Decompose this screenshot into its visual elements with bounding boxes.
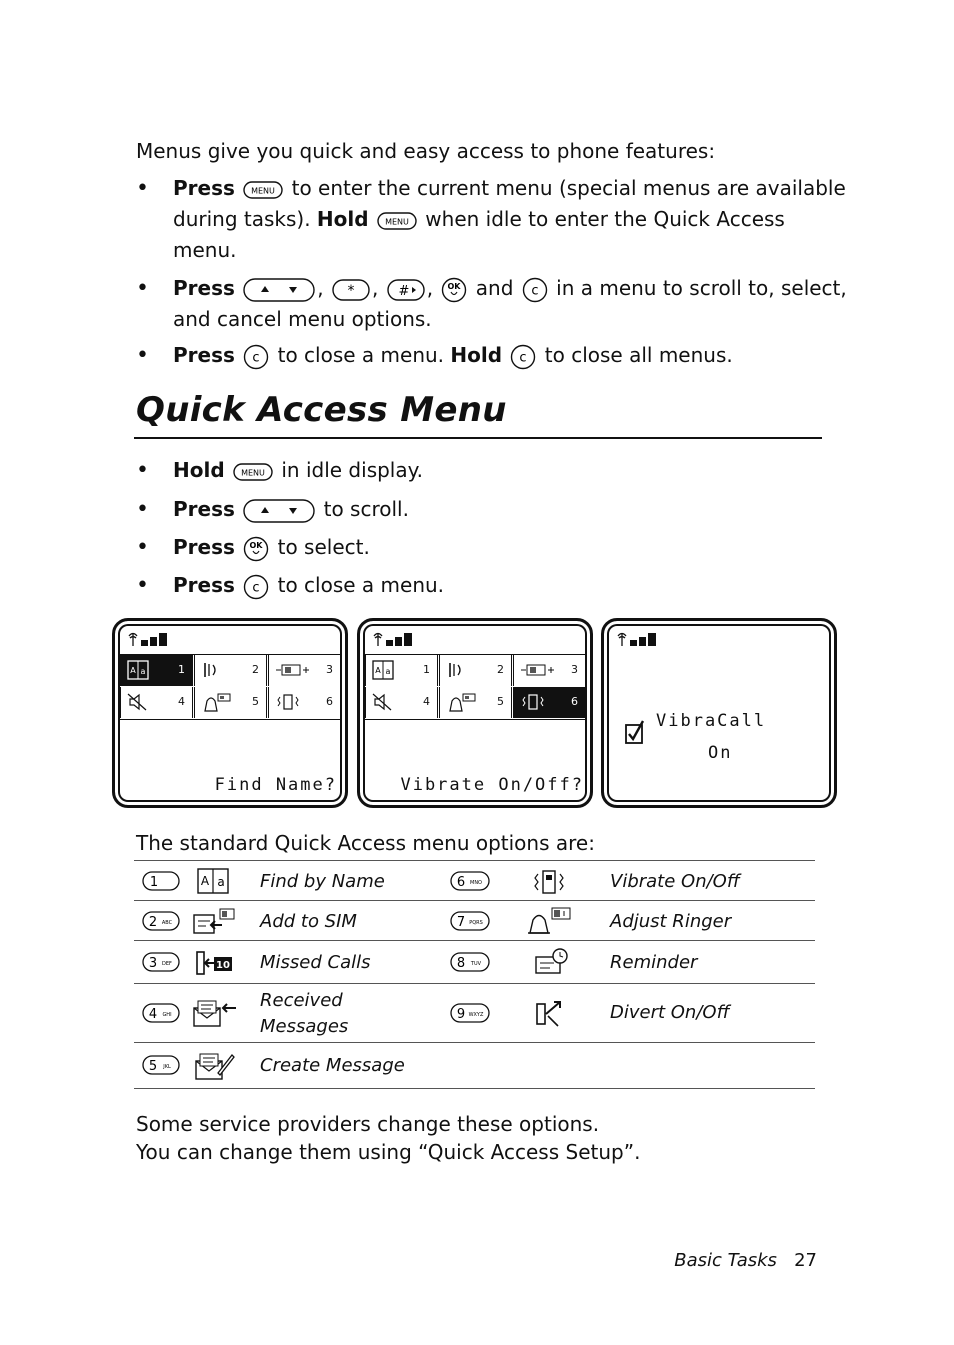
svg-text:5: 5 <box>148 1059 158 1074</box>
grid-cell-add-sim <box>194 655 267 686</box>
option-label: Vibrate On/Off <box>610 871 740 892</box>
bullet-close-line <box>173 340 733 371</box>
note-line-2: You can change them using “Quick Access Setup”. <box>136 1140 641 1164</box>
svg-text:#: # <box>398 283 410 299</box>
section-heading: Quick Access Menu <box>136 390 507 430</box>
svg-text:MENU: MENU <box>251 186 276 195</box>
svg-text:2: 2 <box>148 915 158 930</box>
key-5-icon <box>142 1054 180 1076</box>
scroll-key-icon <box>243 498 315 524</box>
grid-cell-create <box>439 687 512 718</box>
svg-text:1: 1 <box>149 875 159 890</box>
grid-number: 6 <box>571 695 578 708</box>
option-label: Missed Calls <box>260 952 371 973</box>
svg-text:JKL: JKL <box>163 1064 171 1070</box>
grid-number: 3 <box>326 663 333 676</box>
bullet-text: to close a menu. <box>277 343 445 367</box>
vibrate-small-icon <box>446 660 468 680</box>
hold-word: Hold <box>450 343 503 367</box>
svg-text:GHI: GHI <box>162 1012 172 1018</box>
option-label-cont: Messages <box>260 1016 349 1037</box>
c-key-icon <box>510 344 536 370</box>
svg-text:DEF: DEF <box>162 961 172 967</box>
grid-number: 5 <box>497 695 504 708</box>
key-1-icon <box>142 870 180 892</box>
menu-icon-grid <box>120 654 342 720</box>
table-row <box>134 940 815 984</box>
grid-number: 6 <box>326 695 333 708</box>
mute-icon <box>372 692 394 712</box>
svg-text:a: a <box>217 875 225 889</box>
screen-prompt: Find Name? <box>214 775 337 795</box>
sim-card-icon <box>520 660 560 680</box>
bullet-menu-line1 <box>173 173 846 204</box>
sim-card-icon <box>275 660 315 680</box>
key-8-icon <box>450 951 490 973</box>
bullet-text: during tasks). <box>173 207 311 231</box>
scroll-key-icon <box>243 277 315 303</box>
bullet-marker: • <box>136 535 149 560</box>
grid-number: 2 <box>252 663 259 676</box>
qa-bullet-close <box>173 570 444 601</box>
note-line-1: Some service providers change these options. <box>136 1112 600 1136</box>
bullet-text: and cancel menu options. <box>173 307 432 331</box>
svg-text:ABC: ABC <box>161 920 173 926</box>
svg-text:MENU: MENU <box>385 217 409 226</box>
vibrate-small-icon <box>201 660 223 680</box>
option-label: Reminder <box>610 952 698 973</box>
option-label: Create Message <box>260 1055 405 1076</box>
bullet-scroll-line1: Press , * , # , OK and c in a menu to scroll to, select, <box>173 273 847 304</box>
option-label: Divert On/Off <box>610 1002 730 1023</box>
grid-cell-find-name <box>120 655 193 686</box>
key-9-icon <box>450 1002 490 1024</box>
phone-screen-vibracall <box>601 618 837 808</box>
bullet-marker: • <box>136 497 149 522</box>
bullet-text: when idle to enter the Quick Access <box>425 207 785 231</box>
grid-cell-vibrate <box>513 687 586 718</box>
grid-cell-received <box>120 687 193 718</box>
svg-text:WXYZ: WXYZ <box>468 1012 484 1018</box>
signal-battery-icon <box>616 631 668 647</box>
svg-text:8: 8 <box>456 956 466 971</box>
svg-text:c: c <box>531 283 539 298</box>
grid-cell-missed <box>513 655 586 686</box>
ringer-icon <box>201 692 235 714</box>
svg-text:4: 4 <box>148 1007 158 1022</box>
reminder-icon <box>532 947 570 977</box>
page-footer <box>674 1250 817 1271</box>
option-label: Add to SIM <box>260 911 357 932</box>
bullet-marker: • <box>136 458 149 483</box>
mute-icon <box>127 692 149 712</box>
bullet-text: to select. <box>277 535 370 559</box>
svg-text:TUV: TUV <box>470 961 482 967</box>
svg-text:*: * <box>347 282 355 299</box>
grid-cell-missed <box>268 655 341 686</box>
vibrate-phone-icon <box>530 867 570 897</box>
svg-text:c: c <box>252 580 260 595</box>
phonebook-icon <box>127 660 149 680</box>
menu-icon-grid <box>365 654 587 720</box>
grid-number: 3 <box>571 663 578 676</box>
grid-cell-find-name <box>365 655 438 686</box>
press-word: Press <box>173 176 235 200</box>
key-7-icon <box>450 910 490 932</box>
table-row <box>134 1042 815 1089</box>
add-to-sim-icon <box>192 907 238 937</box>
grid-number: 5 <box>252 695 259 708</box>
bullet-marker: • <box>136 176 149 201</box>
menu-key-icon <box>233 462 273 482</box>
signal-battery-icon <box>127 631 179 647</box>
bullet-text: to close a menu. <box>277 573 445 597</box>
svg-text:MENU: MENU <box>241 468 265 477</box>
bullet-text: to scroll. <box>323 497 409 521</box>
bullet-text: to close all menus. <box>544 343 733 367</box>
bullet-marker: • <box>136 276 149 301</box>
grid-cell-create <box>194 687 267 718</box>
bullet-text: menu. <box>173 238 237 262</box>
grid-cell-received <box>365 687 438 718</box>
footer-section: Basic Tasks <box>674 1250 777 1271</box>
svg-text:a: a <box>140 667 146 676</box>
c-key-icon <box>243 344 269 370</box>
hold-word: Hold <box>316 207 369 231</box>
svg-text:6: 6 <box>456 875 466 890</box>
ok-key-icon <box>441 277 467 303</box>
heading-rule <box>134 437 822 439</box>
table-row <box>134 860 815 901</box>
bullet-marker: • <box>136 573 149 598</box>
bullet-marker: • <box>136 343 149 368</box>
qa-bullet-hold <box>173 455 423 486</box>
grid-number: 4 <box>423 695 430 708</box>
received-messages-icon <box>192 998 238 1030</box>
qa-bullet-scroll <box>173 494 409 525</box>
grid-number: 1 <box>423 663 430 676</box>
svg-text:9: 9 <box>456 1007 466 1022</box>
key-2-icon <box>142 910 180 932</box>
menu-key-icon <box>243 180 283 200</box>
option-label: Find by Name <box>260 871 385 892</box>
option-label: Adjust Ringer <box>610 911 732 932</box>
key-3-icon <box>142 951 180 973</box>
svg-text:A: A <box>130 666 136 675</box>
vibrate-phone-icon <box>520 692 546 712</box>
grid-cell-add-sim <box>439 655 512 686</box>
qa-bullet-select <box>173 532 370 563</box>
missed-calls-icon <box>194 949 236 977</box>
option-label: Received <box>260 990 343 1011</box>
svg-text:A: A <box>200 874 210 888</box>
table-intro: The standard Quick Access menu options are: <box>136 831 595 855</box>
svg-text:c: c <box>252 350 260 365</box>
table-row <box>134 900 815 941</box>
ok-key-icon <box>243 536 269 562</box>
menu-key-icon <box>377 211 417 231</box>
bullet-text: in a menu to scroll to, select, <box>556 276 847 300</box>
page-number: 27 <box>794 1250 817 1271</box>
checkbox-checked-icon <box>624 719 646 745</box>
phonebook-icon <box>196 867 230 895</box>
grid-number: 2 <box>497 663 504 676</box>
signal-battery-icon <box>372 631 424 647</box>
ringer-icon <box>446 692 480 714</box>
grid-number: 1 <box>178 663 185 676</box>
key-6-icon <box>450 870 490 892</box>
svg-text:10: 10 <box>216 960 230 971</box>
key-4-icon <box>142 1002 180 1024</box>
svg-text:A: A <box>375 666 381 675</box>
svg-text:MNO: MNO <box>470 880 482 886</box>
press-word: Press <box>173 573 235 597</box>
screen-setting-value: On <box>708 743 733 763</box>
bullet-text: to enter the current menu (special menus are available <box>291 176 846 200</box>
phone-screen-vibrate <box>357 618 593 808</box>
ringer-icon <box>526 905 574 937</box>
grid-cell-vibrate <box>268 687 341 718</box>
screen-setting-name: VibraCall <box>656 711 767 731</box>
table-row <box>134 983 815 1043</box>
press-word: Press <box>173 276 235 300</box>
c-key-icon <box>243 574 269 600</box>
vibrate-phone-icon <box>275 692 301 712</box>
svg-text:OK: OK <box>447 281 461 291</box>
press-word: Press <box>173 535 235 559</box>
hold-word: Hold <box>173 458 225 482</box>
and-word: and <box>475 276 514 300</box>
grid-number: 4 <box>178 695 185 708</box>
svg-text:3: 3 <box>148 956 158 971</box>
phonebook-icon <box>372 660 394 680</box>
press-word: Press <box>173 497 235 521</box>
svg-text:a: a <box>385 667 391 676</box>
svg-text:PQRS: PQRS <box>469 920 483 926</box>
bullet-text: in idle display. <box>281 458 423 482</box>
press-word: Press <box>173 343 235 367</box>
intro-text: Menus give you quick and easy access to phone features: <box>136 139 716 163</box>
star-key-icon <box>332 278 370 302</box>
svg-text:c: c <box>519 350 527 365</box>
divert-icon <box>534 998 566 1028</box>
svg-text:7: 7 <box>456 915 466 930</box>
svg-text:OK: OK <box>249 540 263 550</box>
bullet-menu-line2 <box>173 204 785 235</box>
hash-key-icon <box>387 278 425 302</box>
create-message-icon <box>194 1051 236 1081</box>
screen-prompt: Vibrate On/Off? <box>400 775 584 795</box>
c-key-icon <box>522 277 548 303</box>
phone-screen-find-name <box>112 618 348 808</box>
